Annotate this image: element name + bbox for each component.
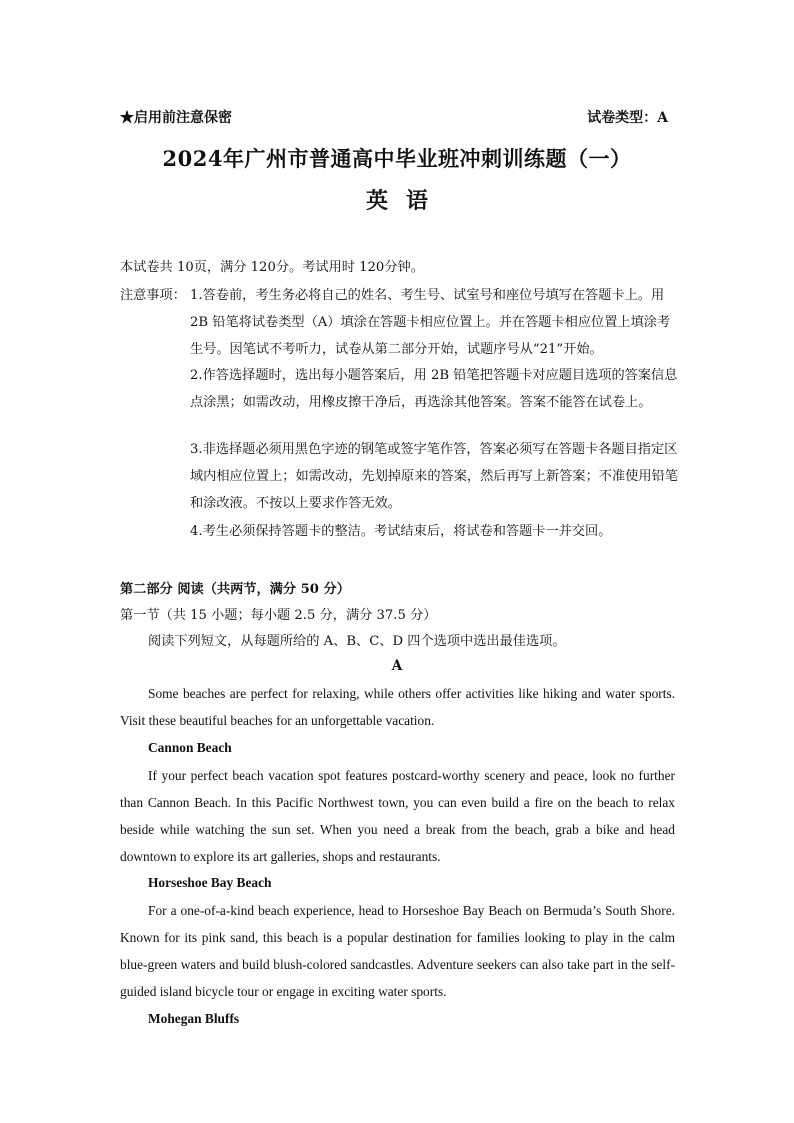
paper-type: 试卷类型：A bbox=[587, 110, 668, 126]
passage-label: A bbox=[391, 658, 403, 674]
section-text-horseshoe-bay: For a one-of-a-kind beach experience, head to Horseshoe Bay Beach on Bermuda’s South Shore. Known for its pink sand, this beach is a popular destination for families looking to play in the calm blue-green waters and build blush-colored sandcastles. Adventure seekers can also take part in the self-guided island bicycle tour or engage in exciting water sports. bbox=[120, 903, 675, 999]
section-heading-mohegan-bluffs: Mohegan Bluffs bbox=[148, 1011, 240, 1026]
notes-label: 注意事项： bbox=[120, 288, 186, 303]
exam-intro: 本试卷共 10页，满分 120分。考试用时 120分钟。 bbox=[120, 260, 424, 275]
section-text-cannon-beach: If your perfect beach vacation spot features postcard-worthy scenery and peace, look no further than Cannon Beach. In this Pacific Northwest town, you can even build a fire on the beach to relax beside while watching the sun set. When you need a break from the beach, grab a bike and head downtown to explore its art galleries, shops and restaurants. bbox=[120, 768, 675, 864]
note-item: 2.作答选择题时，选出每小题答案后，用 2B 铅笔把答题卡对应题目选项的答案信息点涂黑；如需改动，用橡皮擦干净后，再选涂其他答案。答案不能答在试卷上。 bbox=[190, 368, 678, 410]
exam-title: 2024年广州市普通高中毕业班冲刺训练题（一） bbox=[162, 146, 632, 171]
note-item bbox=[190, 282, 682, 363]
part2-heading: 第二部分 阅读（共两节，满分 50 分） bbox=[120, 582, 350, 597]
note-item: 4.考生必须保持答题卡的整洁。考试结束后，将试卷和答题卡一并交回。 bbox=[190, 524, 612, 539]
exam-subject: 英语 bbox=[365, 188, 446, 214]
note-item-text: 1.答卷前，考生务必将自己的姓名、考生号、试室号和座位号填写在答题卡上。用 2B 铅笔将试卷类型（A）填涂在答题卡相应位置上。并在答题卡相应位置上填涂考生号。因笔试不考听力，试卷从第二部分开始，试题序号从“21”开始。 bbox=[190, 288, 671, 357]
confidential-notice: ★启用前注意保密 bbox=[120, 110, 232, 126]
section-heading-horseshoe-bay: Horseshoe Bay Beach bbox=[148, 875, 272, 890]
section1-heading: 第一节（共 15 小题；每小题 2.5 分，满分 37.5 分） bbox=[120, 608, 437, 623]
header-line bbox=[120, 107, 668, 127]
passage-intro: Some beaches are perfect for relaxing, while others offer activities like hiking and water sports. Visit these beautiful beaches for an unforgettable vacation. bbox=[120, 686, 675, 728]
reading-instruction: 阅读下列短文，从每题所给的 A、B、C、D 四个选项中选出最佳选项。 bbox=[148, 634, 566, 649]
section-heading-cannon-beach: Cannon Beach bbox=[148, 740, 232, 755]
note-item: 3.非选择题必须用黑色字迹的钢笔或签字笔作答，答案必须写在答题卡各题目指定区域内相应位置上；如需改动，先划掉原来的答案，然后再写上新答案；不准使用铅笔和涂改液。不按以上要求作答无效。 bbox=[190, 442, 678, 511]
